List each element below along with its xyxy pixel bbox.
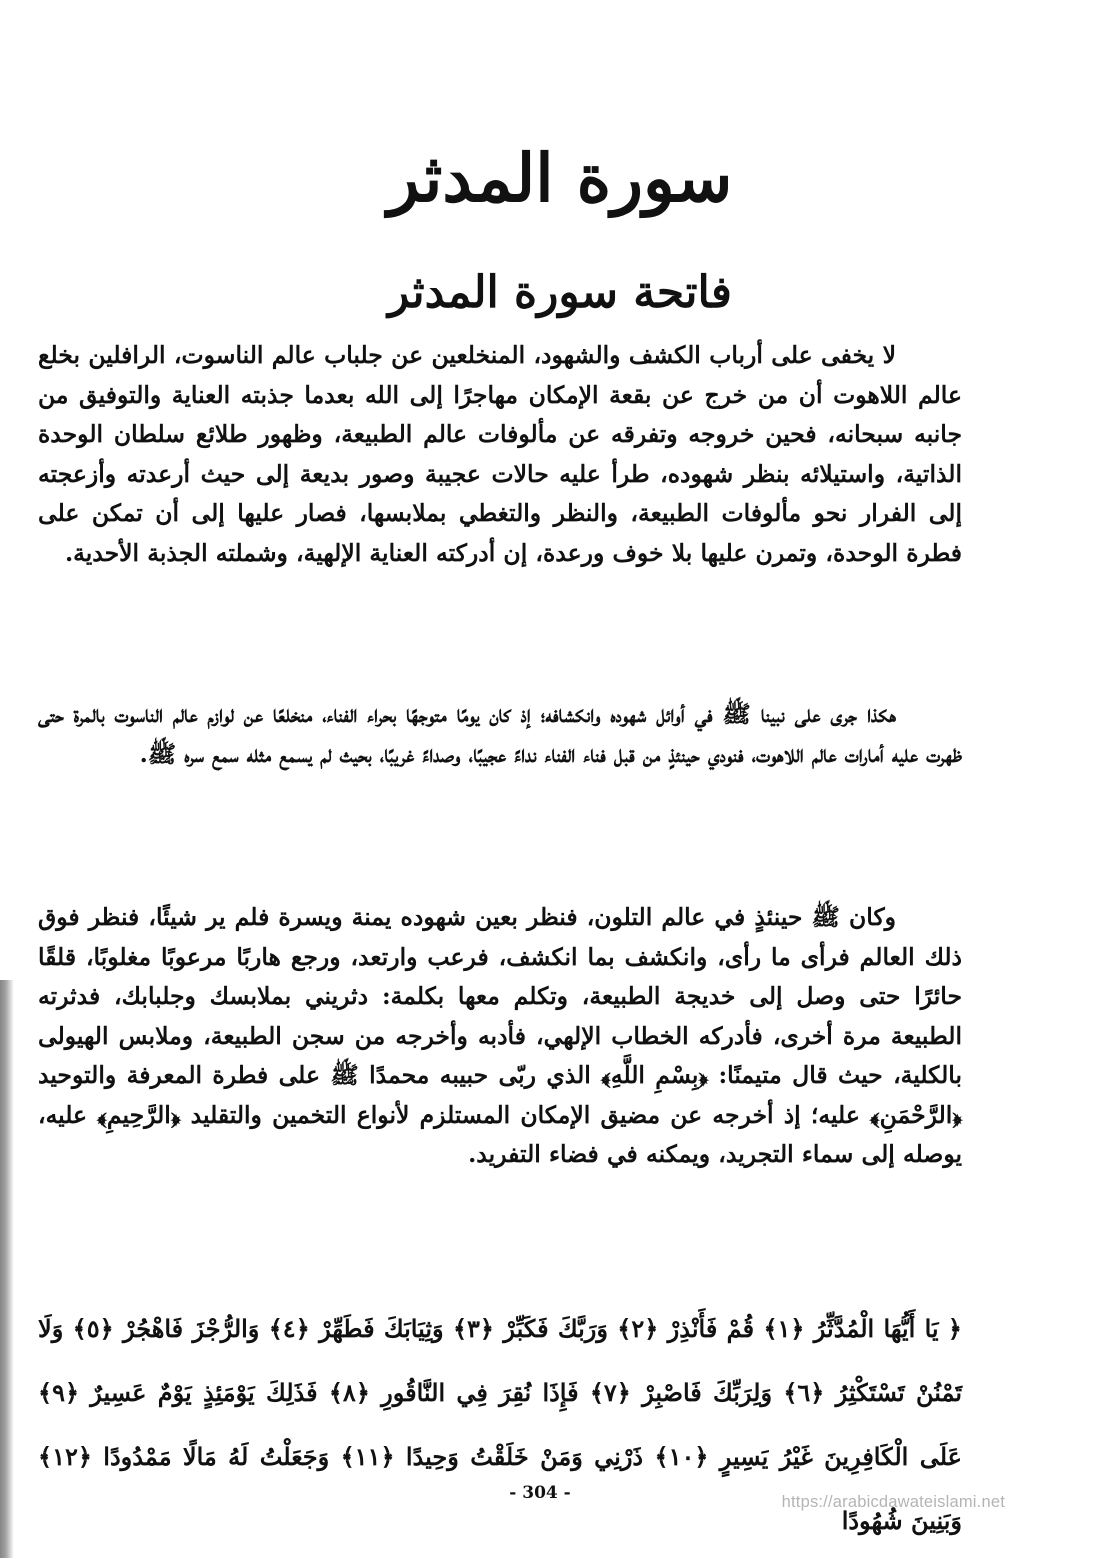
paragraph-3: وكان ﷺ حينئذٍ في عالم التلون، فنظر بعين شهوده يمنة ويسرة فلم ير شيئًا، فنظر فوق ذلك العالم فرأى ما رأى، وانكشف بما انكشف، فرعب وارتعد، ورجع هاربًا مرعوبًا مغلوبًا، قلقًا حائرًا حتى وصل إلى خديجة الطبيعة، وتكلم معها بكلمة: دثريني بملابسك وجلبابك، فدثرته الطبيعة مرة أخرى، فأدركه الخطاب الإلهي، فأدبه وأخرجه من سجن الطبيعة، وملابس الهيولى بالكلية، حيث قال متيمنًا: ﴿بِسْمِ اللَّهِ﴾ الذي ربّى حبيبه محمدًا ﷺ على فطرة المعرفة والتوحيد ﴿الرَّحْمَنِ﴾ عليه؛ إذ أخرجه عن مضيق الإمكان المستلزم لأنواع التخمين والتقليد ﴿الرَّحِيمِ﴾ عليه، يوصله إلى سماء التجريد، ويمكنه في فضاء التفريد.	[38, 903, 962, 1168]
page-number: - 304 -	[509, 1483, 571, 1503]
quran-verses: ﴿ يَا أَيُّهَا الْمُدَّثِّرُ ﴿١﴾ قُمْ فَأَنْذِرْ ﴿٢﴾ وَرَبَّكَ فَكَبِّرْ ﴿٣﴾ وَثِيَابَكَ فَطَهِّرْ ﴿٤﴾ وَالرُّجْزَ فَاهْجُرْ ﴿٥﴾ وَلَا تَمْنُنْ تَسْتَكْثِرُ ﴿٦﴾ وَلِرَبِّكَ فَاصْبِرْ ﴿٧﴾ فَإِذَا نُقِرَ فِي النَّاقُورِ ﴿٨﴾ فَذَلِكَ يَوْمَئِذٍ يَوْمٌ عَسِيرٌ ﴿٩﴾ عَلَى الْكَافِرِينَ غَيْرُ يَسِيرٍ ﴿١٠﴾ ذَرْنِي وَمَنْ خَلَقْتُ وَحِيدًا ﴿١١﴾ وَجَعَلْتُ لَهُ مَالًا مَمْدُودًا ﴿١٢﴾ وَبَنِينَ شُهُودًا	[38, 1314, 963, 1535]
paragraph-2: هكذا جرى على نبينا ﷺ في أوائل شهوده وانكشافه؛ إذ كان يومًا متوجهًا بحراء الفناء، منخلعًا عن لوازم عالم الناسوت بالمرة حتى ظهرت عليه أمارات عالم اللاهوت، فنودي حينئذٍ من قبل فناء الفناء نداءً عجيبًا، وصداءً غريبًا، بحيث لم يسمع مثله سمع سره ﷺ.	[38, 700, 962, 768]
scan-edge-shadow	[0, 980, 14, 1558]
watermark-url: https://arabicdawateislami.net	[781, 1493, 1005, 1511]
paragraph-1: لا يخفى على أرباب الكشف والشهود، المنخلعين عن جلباب عالم الناسوت، الرافلين بخلع عالم اللاهوت أن من خرج عن بقعة الإمكان مهاجرًا إلى الله بعدما جذبته العناية والتوفيق من جانبه سبحانه، فحين خروجه وتفرقه عن مألوفات عالم الطبيعة، وظهور طلائع سلطان الوحدة الذاتية، واستيلائه بنظر شهوده، طرأ عليه حالات عجيبة وصور بديعة إلى حيث أرعدته وأزعجته إلى الفرار نحو مألوفات الطبيعة، والنظر والتغطي بملابسها، فصار عليها إلى أن تمكن على فطرة الوحدة، وتمرن عليها بلا خوف ورعدة، إن أدركته العناية الإلهية، وشملته الجذبة الأحدية.	[38, 341, 962, 567]
surah-title: سورة المدثر	[387, 139, 733, 217]
intro-title: فاتحة سورة المدثر	[388, 267, 732, 318]
